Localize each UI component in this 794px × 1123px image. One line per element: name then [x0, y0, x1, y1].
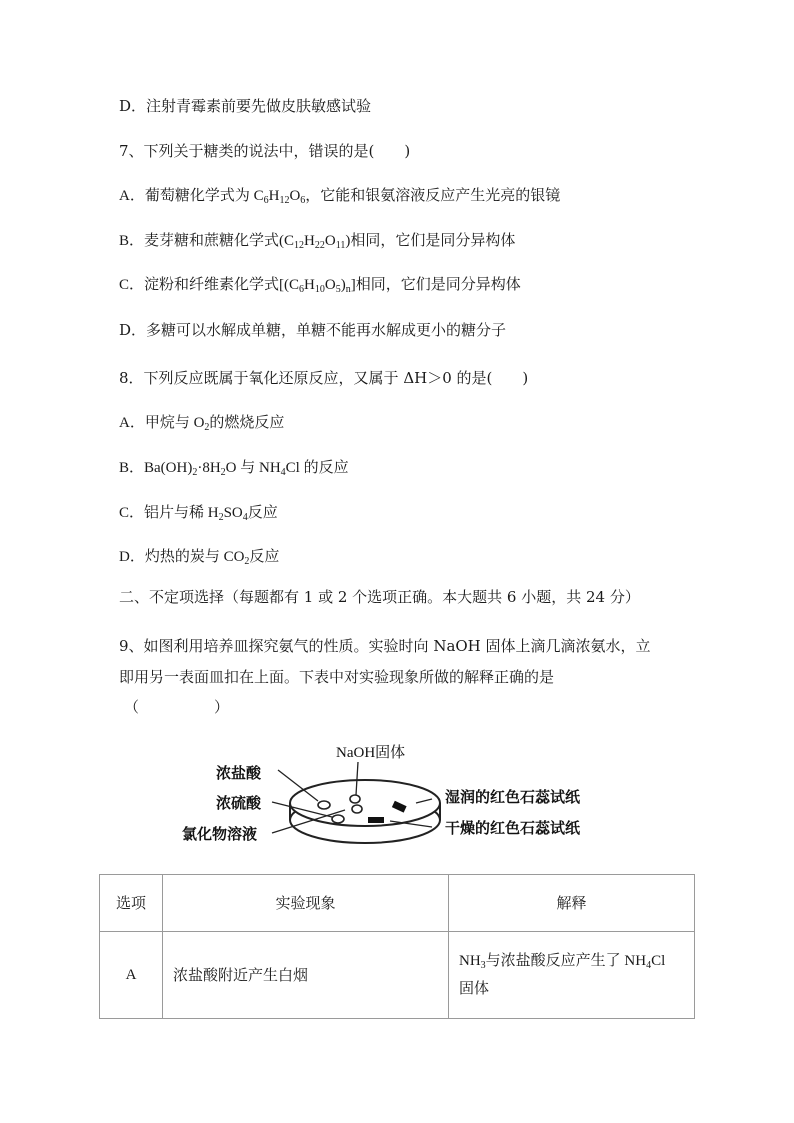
q7-option-d: D．多糖可以水解成单糖，单糖不能再水解成更小的糖分子: [119, 321, 507, 339]
label-wet-litmus: 湿润的红色石蕊试纸: [445, 788, 581, 806]
q8-option-d: D．灼热的炭与 $CO_2$反应: [119, 549, 280, 567]
q8-stem: 8．下列反应既属于氧化还原反应，又属于 ΔH＞0 的是( ): [119, 369, 529, 387]
label-dry-litmus: 干燥的红色石蕊试纸: [445, 819, 581, 837]
label-h2so4: 浓硫酸: [216, 794, 262, 812]
petri-dish-figure: [182, 735, 630, 860]
header-explanation: 解释: [449, 875, 695, 932]
hcl-droplet: [318, 801, 330, 809]
q7-option-a: A．葡萄糖化学式为 $C_6H_{12}O_6$，它能和银氨溶液反应产生光亮的银镜: [119, 188, 561, 206]
label-hcl: 浓盐酸: [216, 764, 262, 782]
naoh-droplet: [350, 795, 360, 803]
table-header-row: [100, 875, 695, 932]
row-a-option: A: [100, 932, 163, 1019]
q8-option-c: C．铝片与稀 $H_2SO_4$反应: [119, 505, 278, 523]
dry-litmus-paper: [368, 817, 384, 823]
q9-stem-line3: （ ）: [124, 698, 230, 716]
q7-option-b: B．麦芽糖和蔗糖化学式$(C_{12}H_{22}O_{11})$相同，它们是同分异构体: [119, 233, 516, 251]
answer-table: [99, 874, 695, 1019]
q9-stem-line1: 9、如图利用培养皿探究氨气的性质。实验时向 NaOH 固体上滴几滴浓氨水，立: [119, 637, 651, 655]
label-chloride: 氯化物溶液: [182, 825, 258, 843]
q8-option-b: B．$Ba(OH)_2\cdot 8H_2O$ 与 $NH_4Cl$ 的反应: [119, 460, 349, 478]
table-row: [100, 932, 695, 1019]
q7-stem: 7、下列关于糖类的说法中，错误的是( ): [119, 142, 411, 160]
label-naoh: NaOH固体: [336, 745, 406, 761]
q8-option-a: A．甲烷与 $O_2$的燃烧反应: [119, 415, 285, 433]
row-a-explanation: $NH_3$与浓盐酸反应产生了 $NH_4Cl$ 固体: [449, 932, 695, 1019]
header-option: 选项: [100, 875, 163, 932]
center-droplet: [352, 805, 362, 813]
chloride-droplet: [332, 815, 344, 823]
q9-stem-line2: 即用另一表面皿扣在上面。下表中对实验现象所做的解释正确的是: [119, 668, 555, 686]
q6-option-d: D．注射青霉素前要先做皮肤敏感试验: [119, 97, 372, 115]
q7-option-c: C．淀粉和纤维素化学式$[(C_6H_{10}O_5)_n]$相同，它们是同分异构体: [119, 277, 521, 295]
section2-heading: 二、不定项选择（每题都有 1 或 2 个选项正确。本大题共 6 小题，共 24 分）: [119, 588, 640, 606]
row-a-phenomenon: 浓盐酸附近产生白烟: [163, 932, 449, 1019]
header-phenomenon: 实验现象: [163, 875, 449, 932]
